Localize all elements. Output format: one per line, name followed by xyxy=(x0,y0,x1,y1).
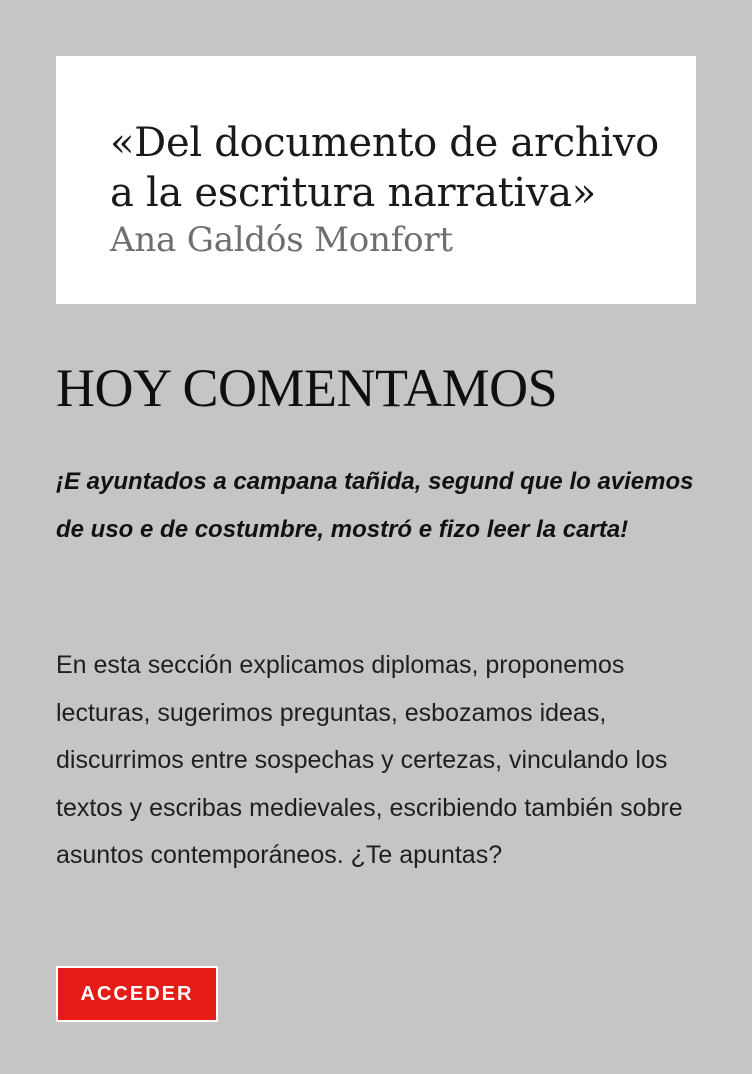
section-heading: HOY COMENTAMOS xyxy=(56,358,558,418)
article-title[interactable]: «Del documento de archivo a la escritura narrativa» xyxy=(110,120,659,216)
article-author: Ana Galdós Monfort xyxy=(110,220,453,260)
featured-article-card[interactable] xyxy=(56,56,696,304)
section-quote: ¡E ayuntados a campana tañida, segund que lo aviemos de uso e de costumbre, mostró e fizo leer la carta! xyxy=(56,468,694,543)
section-description: En esta sección explicamos diplomas, proponemos lecturas, sugerimos preguntas, esbozamos ideas, discurrimos entre sospechas y certezas, vinculando los textos y escribas medievales, escribiendo también sobre asuntos contemporáneos. ¿Te apuntas? xyxy=(56,651,683,869)
access-button[interactable]: ACCEDER xyxy=(56,966,218,1022)
